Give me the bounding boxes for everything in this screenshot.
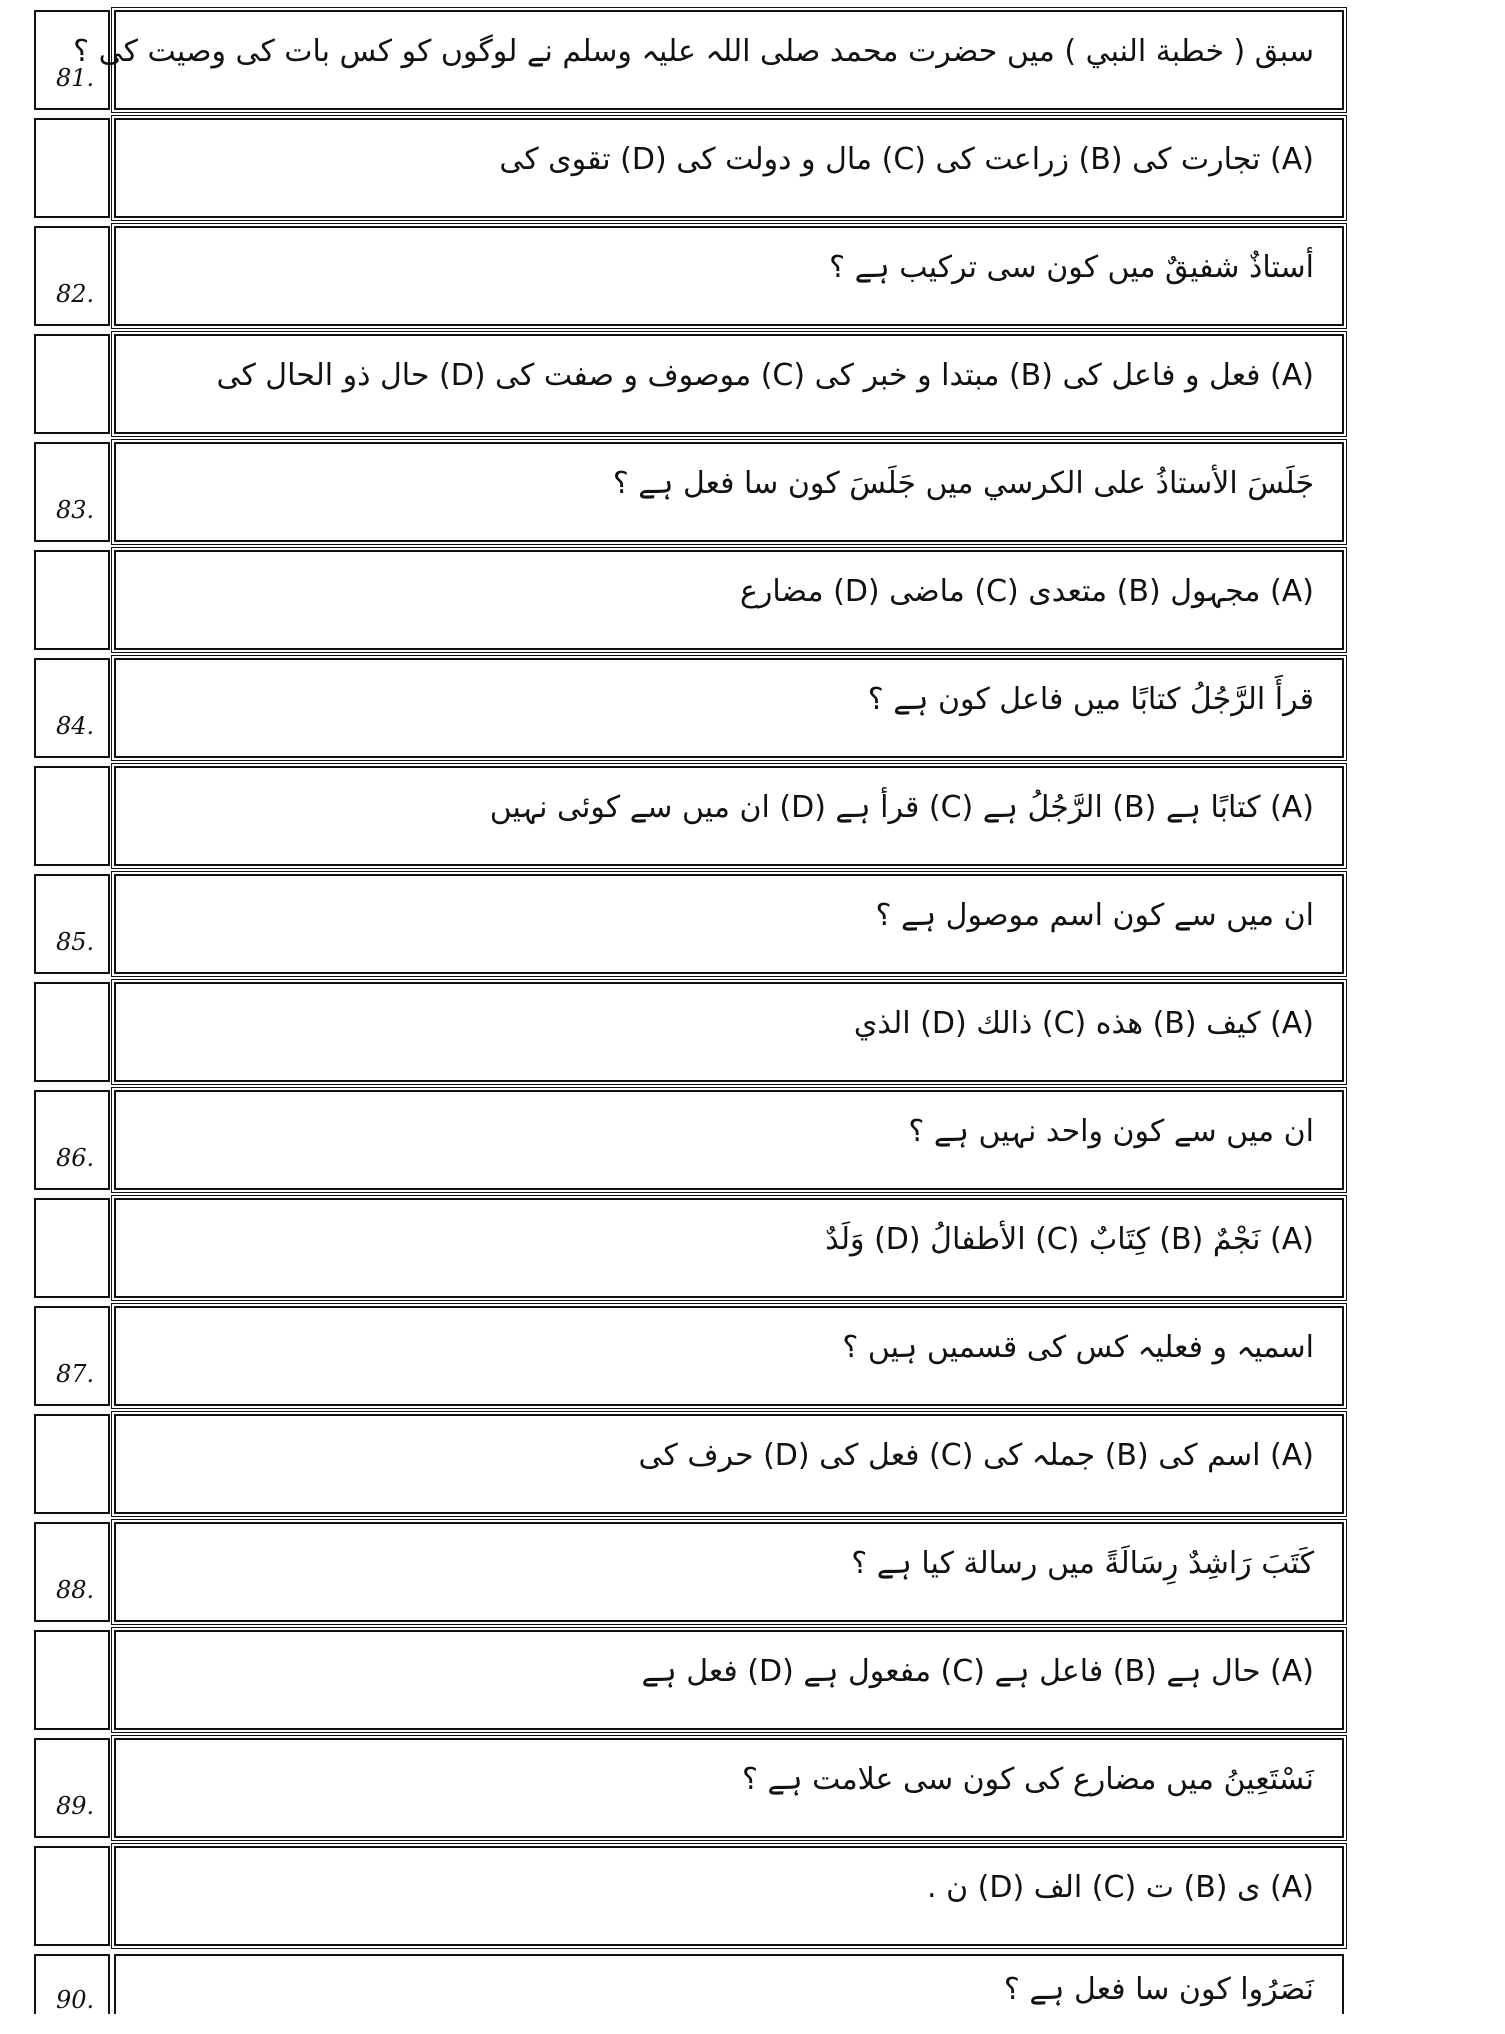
question-number: 88.: [56, 1576, 95, 1604]
question-row: [34, 1738, 1344, 1842]
question-number: 85.: [56, 928, 95, 956]
blank-number-cell: [34, 118, 110, 218]
options-text: (A) حال ہے (B) فاعل ہے (C) مفعول ہے (D) فعل ہے: [641, 1654, 1314, 1689]
question-number-cell: [34, 1090, 110, 1190]
options-text-cell: [114, 334, 1344, 434]
question-text-cell: [114, 658, 1344, 758]
options-text-cell: [114, 1414, 1344, 1514]
question-text: أستاذٌ شفيقٌ میں کون سی ترکیب ہے ؟: [829, 250, 1314, 285]
question-text: نَصَرُوا کون سا فعل ہے ؟: [1003, 1972, 1314, 2007]
question-number: 87.: [56, 1360, 95, 1388]
blank-number-cell: [34, 1846, 110, 1946]
options-text: (A) ی (B) ت (C) الف (D) ن .: [927, 1870, 1314, 1905]
question-number: 84.: [56, 712, 95, 740]
question-text-cell: [114, 1090, 1344, 1190]
question-row: [34, 1090, 1344, 1194]
question-row: [34, 226, 1344, 330]
question-text: اسمیہ و فعلیہ کس کی قسمیں ہیں ؟: [842, 1330, 1314, 1365]
options-text: (A) مجہول (B) متعدی (C) ماضی (D) مضارع: [739, 574, 1314, 609]
options-row: [34, 118, 1344, 222]
question-table: [34, 10, 1344, 2018]
question-number-cell: [34, 226, 110, 326]
options-text-cell: [114, 1198, 1344, 1298]
question-row: [34, 658, 1344, 762]
options-text: (A) كتابًا ہے (B) الرَّجُلُ ہے (C) قرأ ہے (D) ان میں سے کوئی نہیں: [489, 790, 1314, 825]
question-row: [34, 1306, 1344, 1410]
options-text-cell: [114, 550, 1344, 650]
question-number: 86.: [56, 1144, 95, 1172]
options-row: [34, 982, 1344, 1086]
options-row: [34, 334, 1344, 438]
blank-number-cell: [34, 334, 110, 434]
question-text: قرأَ الرَّجُلُ كتابًا میں فاعل کون ہے ؟: [867, 682, 1314, 717]
question-text-cell: [114, 1954, 1344, 2014]
options-text-cell: [114, 982, 1344, 1082]
question-number-cell: [34, 1738, 110, 1838]
question-text-cell: [114, 1738, 1344, 1838]
options-text: (A) نَجْمٌ (B) كِتَابٌ (C) الأطفالُ (D) وَلَدٌ: [825, 1222, 1314, 1257]
options-text-cell: [114, 1630, 1344, 1730]
blank-number-cell: [34, 1414, 110, 1514]
question-number-cell: [34, 1522, 110, 1622]
question-text: سبق ( خطبة النبي ) میں حضرت محمد صلی اللہ علیہ وسلم نے لوگوں کو کس بات کی وصیت کی ؟: [73, 34, 1314, 69]
blank-number-cell: [34, 1198, 110, 1298]
options-row: [34, 1414, 1344, 1518]
question-number-cell: [34, 442, 110, 542]
question-text: جَلَسَ الأستاذُ على الكرسي میں جَلَسَ کون سا فعل ہے ؟: [612, 466, 1314, 501]
question-number: 82.: [56, 280, 95, 308]
question-text: كَتَبَ رَاشِدٌ رِسَالَةً میں رسالة کیا ہے ؟: [851, 1546, 1314, 1581]
options-text: (A) اسم کی (B) جملہ کی (C) فعل کی (D) حرف کی: [638, 1438, 1314, 1473]
question-text-cell: [114, 1522, 1344, 1622]
options-row: [34, 766, 1344, 870]
question-number-cell: [34, 1306, 110, 1406]
blank-number-cell: [34, 766, 110, 866]
question-row: [34, 1954, 1344, 2014]
blank-number-cell: [34, 1630, 110, 1730]
question-row: [34, 442, 1344, 546]
options-row: [34, 550, 1344, 654]
blank-number-cell: [34, 982, 110, 1082]
question-number: 81.: [56, 64, 95, 92]
options-text: (A) تجارت کی (B) زراعت کی (C) مال و دولت کی (D) تقوی کی: [499, 142, 1314, 177]
question-number-cell: [34, 658, 110, 758]
options-text-cell: [114, 766, 1344, 866]
question-number: 89.: [56, 1792, 95, 1820]
question-text-cell: [114, 226, 1344, 326]
options-row: [34, 1198, 1344, 1302]
question-text: ان میں سے کون واحد نہیں ہے ؟: [908, 1114, 1314, 1149]
options-text-cell: [114, 118, 1344, 218]
question-number-cell: [34, 874, 110, 974]
question-number: 90.: [56, 1986, 95, 2014]
options-row: [34, 1846, 1344, 1950]
question-text-cell: [114, 442, 1344, 542]
question-number-cell: [34, 1954, 110, 2014]
blank-number-cell: [34, 550, 110, 650]
question-row: [34, 874, 1344, 978]
question-text-cell: [114, 1306, 1344, 1406]
options-text-cell: [114, 1846, 1344, 1946]
options-row: [34, 1630, 1344, 1734]
options-text: (A) فعل و فاعل کی (B) مبتدا و خبر کی (C) موصوف و صفت کی (D) حال ذو الحال کی: [216, 358, 1314, 393]
question-row: [34, 10, 1344, 114]
question-row: [34, 1522, 1344, 1626]
question-text: ان میں سے کون اسم موصول ہے ؟: [875, 898, 1314, 933]
question-text: نَسْتَعِينُ میں مضارع کی کون سی علامت ہے ؟: [741, 1762, 1314, 1797]
question-number: 83.: [56, 496, 95, 524]
question-text-cell: [114, 874, 1344, 974]
options-text: (A) كيف (B) هذه (C) ذالك (D) الذي: [853, 1006, 1314, 1041]
